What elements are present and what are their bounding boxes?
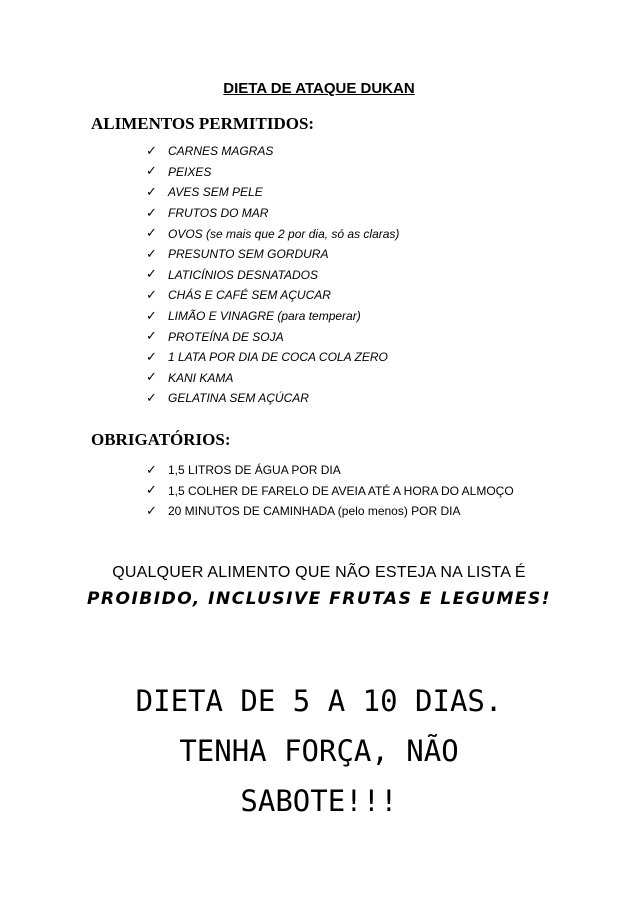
checkmark-icon: ✓ [146, 287, 157, 303]
list-item-label: AVES SEM PELE [168, 185, 263, 200]
list-item [146, 223, 399, 244]
list-item [146, 501, 514, 522]
list-item-label: LIMÃO E VINAGRE (para temperar) [168, 309, 361, 324]
checkmark-icon: ✓ [146, 370, 157, 386]
footer-line-3: SABOTE!!! [240, 784, 398, 818]
list-item-label: FRUTOS DO MAR [168, 206, 269, 221]
list-item [146, 306, 399, 327]
required-list [146, 460, 514, 522]
list-item-label: 1,5 COLHER DE FARELO DE AVEIA ATÉ A HORA DO ALMOÇO [168, 483, 514, 498]
list-item-label: PRESUNTO SEM GORDURA [168, 247, 329, 262]
list-item-label: PROTEÍNA DE SOJA [168, 329, 284, 344]
list-item [146, 182, 399, 203]
required-heading: OBRIGATÓRIOS: [91, 430, 231, 449]
checkmark-icon: ✓ [146, 226, 157, 242]
list-item-label: CARNES MAGRAS [168, 144, 274, 159]
list-item [146, 481, 514, 502]
list-item-label: OVOS (se mais que 2 por dia, só as claras) [168, 226, 400, 241]
list-item [146, 388, 399, 409]
checkmark-icon: ✓ [146, 390, 157, 406]
list-item [146, 460, 514, 481]
list-item-label: CHÁS E CAFÉ SEM AÇUCAR [168, 288, 331, 303]
list-item [146, 244, 399, 265]
allowed-foods-heading: ALIMENTOS PERMITIDOS: [91, 114, 315, 133]
checkmark-icon: ✓ [146, 164, 157, 180]
checkmark-icon: ✓ [146, 246, 157, 262]
footer-line-1: DIETA DE 5 A 10 DIAS. [135, 684, 503, 718]
list-item [146, 347, 399, 368]
list-item [146, 285, 399, 306]
checkmark-icon: ✓ [146, 503, 157, 519]
list-item-label: KANI KAMA [168, 370, 234, 385]
document-title: DIETA DE ATAQUE DUKAN [223, 80, 415, 97]
checkmark-icon: ✓ [146, 329, 157, 345]
checkmark-icon: ✓ [146, 205, 157, 221]
notice-text: QUALQUER ALIMENTO QUE NÃO ESTEJA NA LISTA É [112, 564, 526, 581]
footer-message [0, 676, 638, 826]
checkmark-icon: ✓ [146, 308, 157, 324]
checkmark-icon: ✓ [146, 267, 157, 283]
list-item [146, 368, 399, 389]
list-item [146, 326, 399, 347]
checkmark-icon: ✓ [146, 462, 157, 478]
checkmark-icon: ✓ [146, 143, 157, 159]
list-item-label: 1 LATA POR DIA DE COCA COLA ZERO [168, 350, 388, 365]
notice-emphasis-text: PROIBIDO, INCLUSIVE FRUTAS E LEGUMES! [86, 589, 552, 609]
allowed-foods-list [146, 141, 399, 409]
list-item [146, 203, 399, 224]
list-item-label: 20 MINUTOS DE CAMINHADA (pelo menos) POR DIA [168, 504, 461, 519]
checkmark-icon: ✓ [146, 483, 157, 499]
footer-line-2: TENHA FORÇA, NÃO [179, 734, 459, 768]
list-item-label: LATICÍNIOS DESNATADOS [168, 267, 319, 282]
list-item [146, 141, 399, 162]
checkmark-icon: ✓ [146, 184, 157, 200]
list-item-label: 1,5 LITROS DE ÁGUA POR DIA [168, 463, 341, 478]
list-item-label: PEIXES [168, 164, 212, 179]
checkmark-icon: ✓ [146, 349, 157, 365]
list-item-label: GELATINA SEM AÇÚCAR [168, 391, 309, 406]
list-item [146, 265, 399, 286]
list-item [146, 162, 399, 183]
